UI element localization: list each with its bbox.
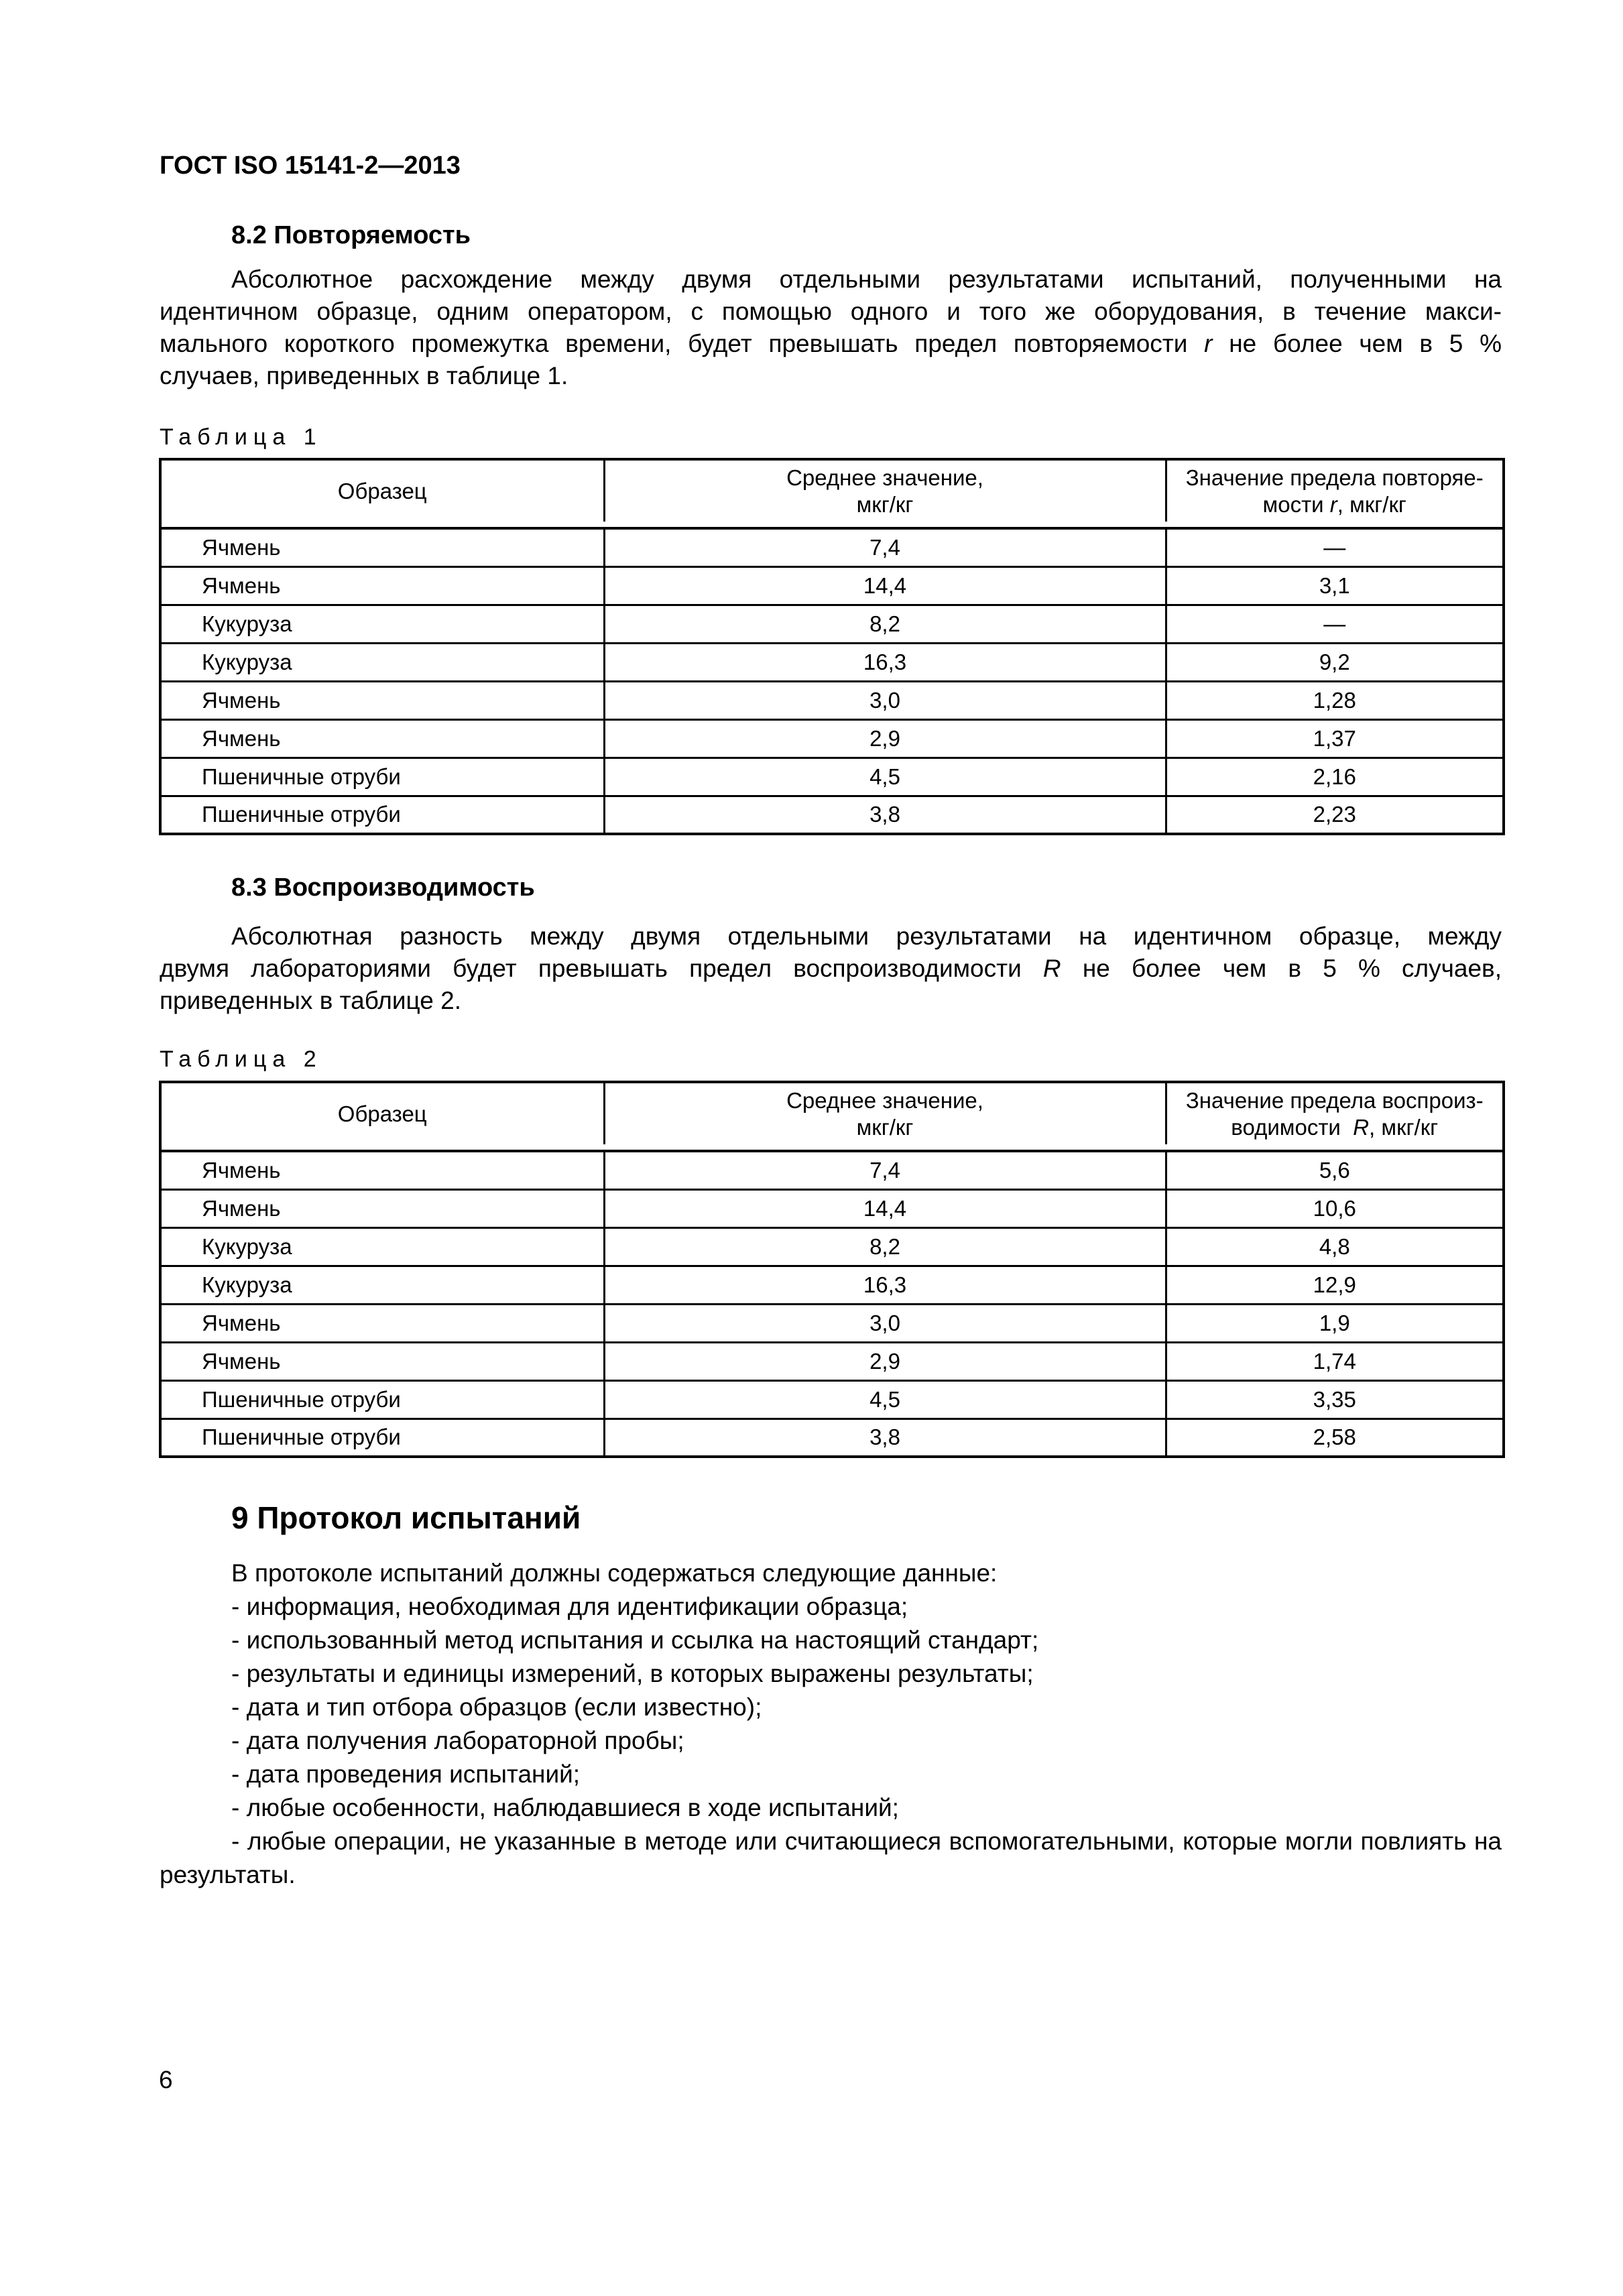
cell-mean: 3,0 <box>604 681 1166 719</box>
cell-sample: Ячмень <box>160 681 604 719</box>
cell-mean: 14,4 <box>604 566 1166 605</box>
header-text: водимости <box>1231 1114 1354 1140</box>
cell-sample: Ячмень <box>160 528 604 566</box>
cell-sample: Ячмень <box>160 719 604 758</box>
table-row <box>160 1189 1504 1227</box>
header-text: , мкг/кг <box>1369 1114 1439 1140</box>
header-separator <box>160 522 1504 528</box>
cell-mean: 3,8 <box>604 1418 1166 1457</box>
paragraph-line: двумя лабораториями будет превышать предел воспроизводимости R не более чем в 5 % случаев, <box>160 955 1502 982</box>
paragraph-line: случаев, приведенных в таблице 1. <box>160 362 568 389</box>
cell-limit: 4,8 <box>1166 1227 1504 1266</box>
column-header-mean <box>604 459 1166 522</box>
column-header-sample: Образец <box>160 1082 604 1144</box>
cell-limit: 9,2 <box>1166 643 1504 681</box>
header-line: Значение предела воспроиз- <box>1185 1087 1484 1113</box>
protocol-list <box>160 1557 1502 1892</box>
paragraph-line: идентичном образце, одним оператором, с помощью одного и того же оборудования, в течение макси- <box>160 298 1502 325</box>
cell-limit: 12,9 <box>1166 1266 1504 1304</box>
cell-sample: Ячмень <box>160 1151 604 1189</box>
cell-sample: Пшеничные отруби <box>160 796 604 834</box>
cell-mean: 2,9 <box>604 719 1166 758</box>
table-row <box>160 796 1504 834</box>
cell-sample: Пшеничные отруби <box>160 758 604 796</box>
table-row <box>160 1380 1504 1418</box>
list-item: - любые операции, не указанные в методе или считающиеся вспомогательными, которые могли повлиять на результаты. <box>160 1827 1502 1888</box>
document-code: ГОСТ ISO 15141-2—2013 <box>160 152 461 180</box>
list-item: - дата и тип отбора образцов (если известно); <box>231 1693 762 1721</box>
cell-mean: 4,5 <box>604 758 1166 796</box>
cell-mean: 4,5 <box>604 1380 1166 1418</box>
table-row <box>160 758 1504 796</box>
list-item: - использованный метод испытания и ссылка на настоящий стандарт; <box>231 1626 1039 1654</box>
table-1 <box>159 458 1505 835</box>
cell-mean: 8,2 <box>604 1227 1166 1266</box>
cell-sample: Кукуруза <box>160 643 604 681</box>
cell-mean: 16,3 <box>604 1266 1166 1304</box>
list-intro: В протоколе испытаний должны содержаться следующие данные: <box>231 1559 998 1587</box>
cell-mean: 8,2 <box>604 605 1166 643</box>
header-line: Среднее значение, <box>786 465 983 490</box>
table-row <box>160 1227 1504 1266</box>
cell-mean: 2,9 <box>604 1342 1166 1380</box>
list-item: - дата получения лабораторной пробы; <box>231 1727 684 1754</box>
cell-mean: 3,8 <box>604 796 1166 834</box>
page-number: 6 <box>159 2066 173 2094</box>
table-row <box>160 1418 1504 1457</box>
symbol-r: r <box>1204 330 1213 357</box>
cell-limit: 2,23 <box>1166 796 1504 834</box>
column-header-mean <box>604 1082 1166 1144</box>
section-8-2-paragraph <box>160 263 1502 392</box>
cell-limit: 3,35 <box>1166 1380 1504 1418</box>
table-row <box>160 681 1504 719</box>
cell-sample: Ячмень <box>160 1304 604 1342</box>
cell-limit: 2,58 <box>1166 1418 1504 1457</box>
cell-sample: Ячмень <box>160 1189 604 1227</box>
cell-mean: 16,3 <box>604 643 1166 681</box>
column-header-reproducibility-limit <box>1166 1082 1504 1144</box>
header-line <box>1167 1114 1503 1141</box>
table-2-caption: Таблица 2 <box>160 1046 322 1072</box>
column-header-sample: Образец <box>160 459 604 522</box>
section-8-2-heading: 8.2 Повторяемость <box>231 221 471 249</box>
cell-sample: Кукуруза <box>160 605 604 643</box>
header-line: Среднее значение, <box>786 1087 983 1113</box>
table-row <box>160 1266 1504 1304</box>
cell-limit: 3,1 <box>1166 566 1504 605</box>
list-item: - результаты и единицы измерений, в которых выражены результаты; <box>231 1660 1034 1687</box>
table-2 <box>159 1081 1505 1458</box>
table-row <box>160 643 1504 681</box>
table-row <box>160 605 1504 643</box>
table-row <box>160 1304 1504 1342</box>
cell-mean: 3,0 <box>604 1304 1166 1342</box>
cell-limit: 1,9 <box>1166 1304 1504 1342</box>
list-item: - дата проведения испытаний; <box>231 1760 581 1788</box>
cell-limit: 2,16 <box>1166 758 1504 796</box>
paragraph-line: мального короткого промежутка времени, будет превышать предел повторяемости r не более чем в 5 % <box>160 330 1502 357</box>
cell-limit: 1,37 <box>1166 719 1504 758</box>
cell-limit: 1,28 <box>1166 681 1504 719</box>
cell-sample: Кукуруза <box>160 1266 604 1304</box>
cell-mean: 7,4 <box>604 1151 1166 1189</box>
cell-sample: Ячмень <box>160 566 604 605</box>
cell-limit: 10,6 <box>1166 1189 1504 1227</box>
header-text: мости <box>1262 491 1330 517</box>
header-line <box>1167 491 1503 518</box>
header-line: мкг/кг <box>856 1114 914 1140</box>
column-header-repeatability-limit <box>1166 459 1504 522</box>
cell-sample: Ячмень <box>160 1342 604 1380</box>
cell-mean: 7,4 <box>604 528 1166 566</box>
cell-limit: 1,74 <box>1166 1342 1504 1380</box>
cell-mean: 14,4 <box>604 1189 1166 1227</box>
cell-sample: Пшеничные отруби <box>160 1380 604 1418</box>
header-line: мкг/кг <box>856 491 914 517</box>
paragraph-line: Абсолютное расхождение между двумя отдельными результатами испытаний, полученными на <box>231 265 1502 293</box>
header-line: Значение предела повторяе- <box>1185 465 1484 490</box>
list-item: - информация, необходимая для идентификации образца; <box>231 1593 908 1620</box>
section-8-3-paragraph <box>160 920 1502 1017</box>
section-8-3-heading: 8.3 Воспроизводимость <box>231 873 535 902</box>
header-text: , мкг/кг <box>1337 491 1406 517</box>
table-row <box>160 528 1504 566</box>
cell-limit: 5,6 <box>1166 1151 1504 1189</box>
table-row <box>160 719 1504 758</box>
symbol-r: r <box>1329 491 1337 517</box>
cell-limit: — <box>1166 605 1504 643</box>
cell-sample: Кукуруза <box>160 1227 604 1266</box>
paragraph-line: приведенных в таблице 2. <box>160 987 462 1014</box>
list-item: - любые особенности, наблюдавшиеся в ходе испытаний; <box>231 1794 899 1821</box>
cell-limit: — <box>1166 528 1504 566</box>
cell-sample: Пшеничные отруби <box>160 1418 604 1457</box>
paragraph-line: Абсолютная разность между двумя отдельными результатами на идентичном образце, между <box>231 922 1502 950</box>
table-row <box>160 1151 1504 1189</box>
table-row <box>160 1342 1504 1380</box>
symbol-R: R <box>1353 1114 1370 1140</box>
symbol-R: R <box>1042 955 1061 982</box>
table-1-caption: Таблица 1 <box>160 424 322 450</box>
section-9-heading: 9 Протокол испытаний <box>231 1500 581 1535</box>
table-row <box>160 566 1504 605</box>
header-separator <box>160 1144 1504 1151</box>
